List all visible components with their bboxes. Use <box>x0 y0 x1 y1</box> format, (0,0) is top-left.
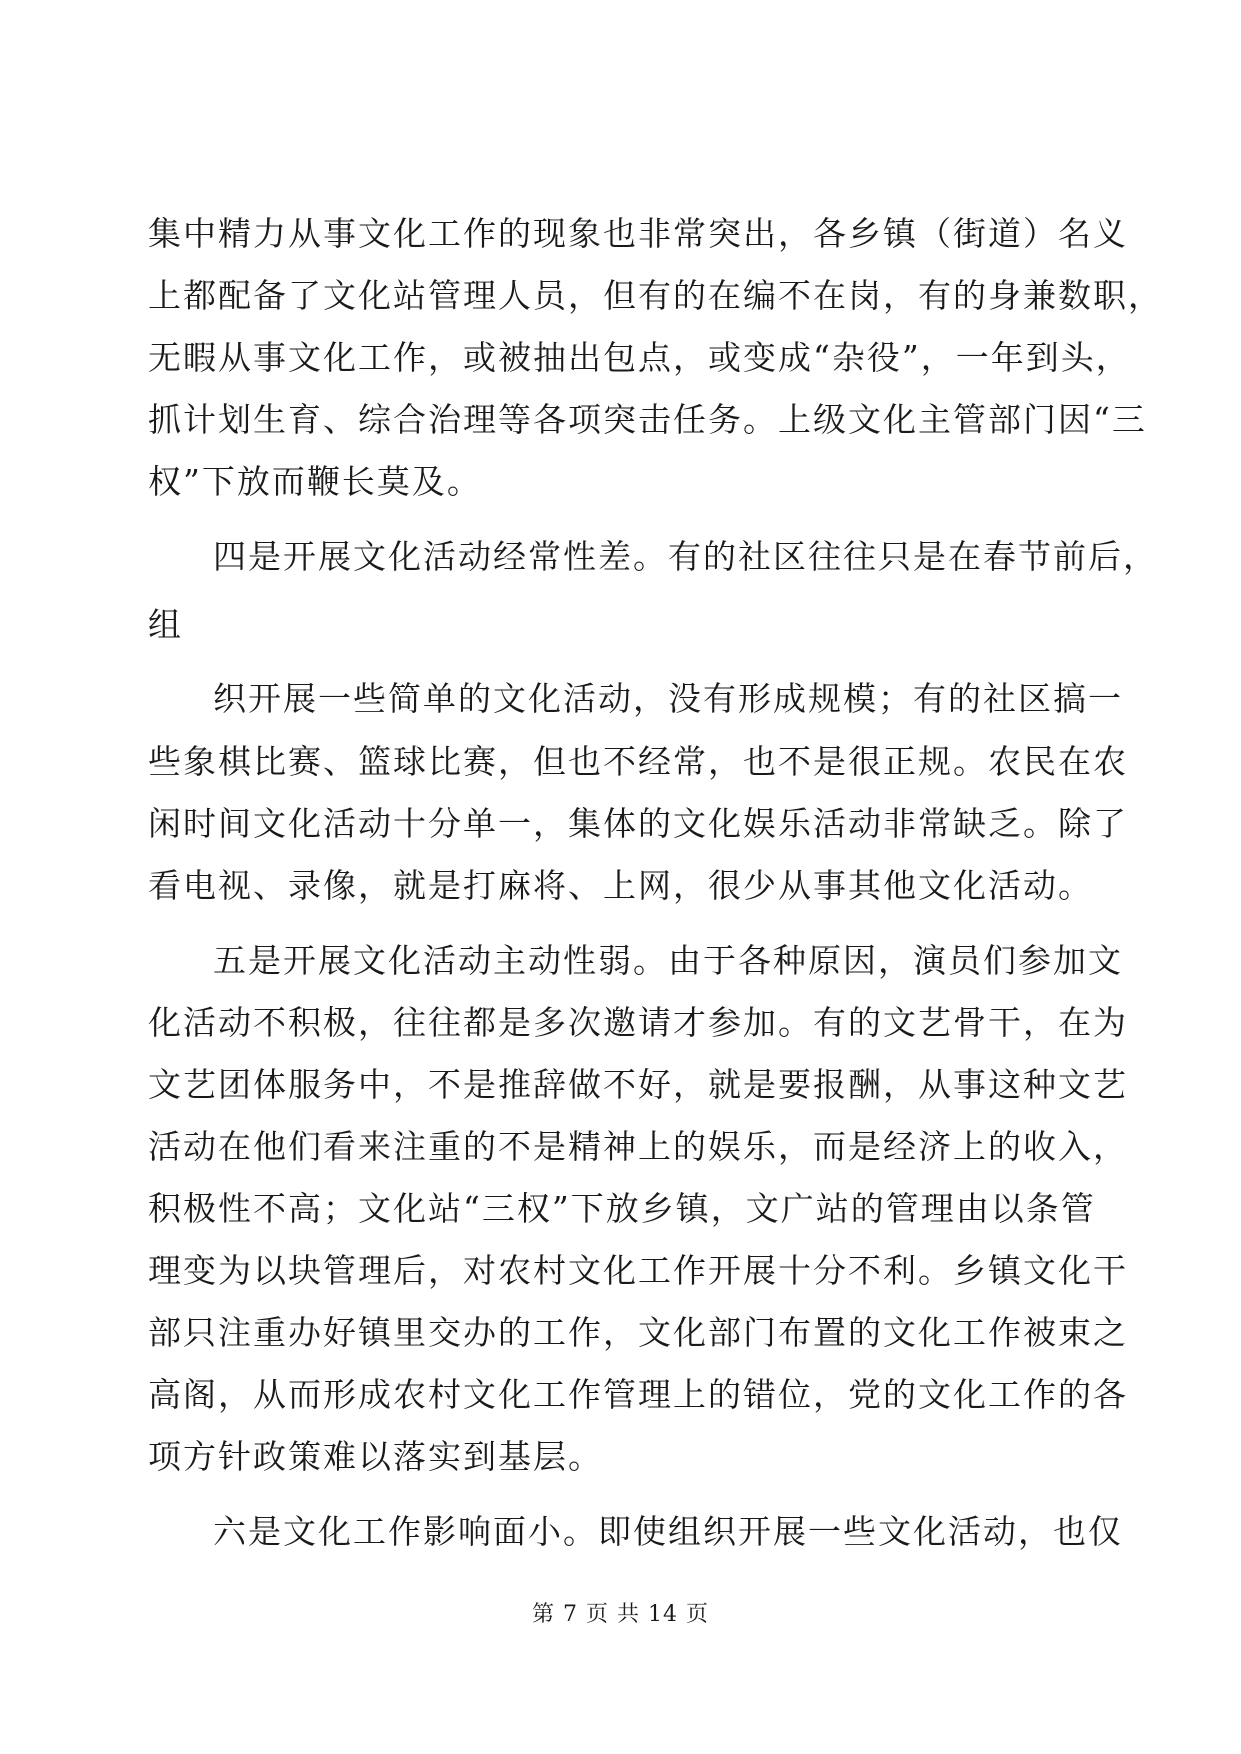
text-line <box>0 991 1241 1055</box>
line-text: 四是开展文化活动经常性差。有的社区往往只是在春节前后， <box>213 537 1158 576</box>
line-text: 集中精力从事文化工作的现象也非常突出，各乡镇（街道）名义 <box>148 214 1128 253</box>
line-text: 无暇从事文化工作，或被抽出包点，或变成“杂役”，一年到头， <box>148 338 1131 377</box>
line-text: 积极性不高；文化站“三权”下放乡镇，文广站的管理由以条管 <box>148 1189 1096 1228</box>
text-line <box>0 326 1241 390</box>
text-line <box>0 264 1241 328</box>
line-text: 上都配备了文化站管理人员，但有的在编不在岗，有的身兼数职， <box>148 276 1163 315</box>
text-line <box>0 1363 1241 1427</box>
text-line <box>0 1500 1241 1564</box>
text-line <box>0 593 1241 657</box>
text-line <box>0 525 1241 589</box>
line-text: 活动在他们看来注重的不是精神上的娱乐，而是经济上的收入， <box>148 1127 1128 1166</box>
line-text: 抓计划生育、综合治理等各项突击任务。上级文化主管部门因“三 <box>148 400 1147 439</box>
line-text: 高阁，从而形成农村文化工作管理上的错位，党的文化工作的各 <box>148 1375 1128 1414</box>
text-line <box>0 1425 1241 1489</box>
page-footer: 第 7 页 共 14 页 <box>532 1602 709 1627</box>
text-line <box>0 1301 1241 1365</box>
text-line <box>0 929 1241 993</box>
line-text: 组 <box>148 605 183 644</box>
line-text: 理变为以块管理后，对农村文化工作开展十分不利。乡镇文化干 <box>148 1251 1128 1290</box>
line-text: 织开展一些简单的文化活动，没有形成规模；有的社区搞一 <box>213 679 1123 718</box>
line-text: 化活动不积极，往往都是多次邀请才参加。有的文艺骨干，在为 <box>148 1003 1128 1042</box>
text-line <box>0 1053 1241 1117</box>
line-text: 些象棋比赛、篮球比赛，但也不经常，也不是很正规。农民在农 <box>148 742 1128 781</box>
line-text: 权”下放而鞭长莫及。 <box>148 462 482 501</box>
text-line <box>0 854 1241 918</box>
text-line <box>0 667 1241 731</box>
line-text: 闲时间文化活动十分单一，集体的文化娱乐活动非常缺乏。除了 <box>148 804 1128 843</box>
line-text: 五是开展文化活动主动性弱。由于各种原因，演员们参加文 <box>213 941 1123 980</box>
text-line <box>0 202 1241 266</box>
text-line <box>0 1177 1241 1241</box>
line-text: 部只注重办好镇里交办的工作，文化部门布置的文化工作被束之 <box>148 1313 1128 1352</box>
text-line <box>0 388 1241 452</box>
line-text: 文艺团体服务中，不是推辞做不好，就是要报酬，从事这种文艺 <box>148 1065 1128 1104</box>
text-line <box>0 792 1241 856</box>
text-line <box>0 1239 1241 1303</box>
text-line <box>0 450 1241 514</box>
line-text: 看电视、录像，就是打麻将、上网，很少从事其他文化活动。 <box>148 866 1093 905</box>
text-line <box>0 730 1241 794</box>
line-text: 六是文化工作影响面小。即使组织开展一些文化活动，也仅 <box>213 1512 1123 1551</box>
line-text: 项方针政策难以落实到基层。 <box>148 1437 603 1476</box>
text-line <box>0 1115 1241 1179</box>
